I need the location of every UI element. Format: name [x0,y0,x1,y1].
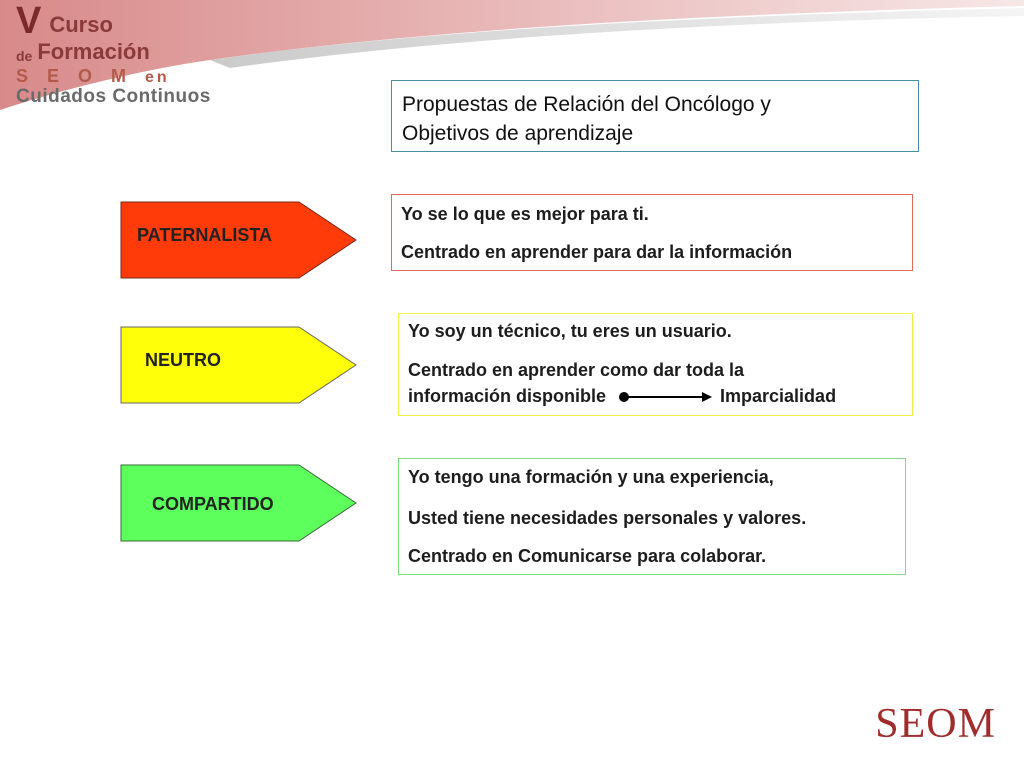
desc-line: Usted tiene necesidades personales y valores. [408,508,807,528]
label-compartido: COMPARTIDO [152,494,274,514]
slide-title-line2: Objetivos de aprendizaje [402,122,634,145]
label-paternalista: PATERNALISTA [137,225,272,245]
brand-de: de [16,48,33,64]
bullet-arrow-icon [618,390,714,404]
desc-box-neutro [398,313,913,416]
desc-box-compartido [398,458,906,575]
desc-box-paternalista [391,194,913,271]
desc-line-part: Imparcialidad [720,386,837,406]
desc-line: Centrado en aprender para dar la información [401,242,793,262]
brand-seom: S E O M [16,66,134,86]
brand-v: V [16,0,42,42]
seom-logo: SEOM [875,701,996,747]
desc-line-part: información disponible [408,386,607,406]
desc-line: Yo se lo que es mejor para ti. [401,204,649,224]
desc-line: Yo soy un técnico, tu eres un usuario. [408,321,732,341]
label-neutro: NEUTRO [145,350,221,370]
desc-line: Centrado en aprender como dar toda la [408,360,745,380]
desc-line: Centrado en Comunicarse para colaborar. [408,546,767,566]
desc-line [408,386,836,407]
brand-cuidados: Cuidados Continuos [16,86,211,107]
brand-formacion: Formación [37,39,150,64]
slide-title-line1: Propuestas de Relación del Oncólogo y [402,93,771,116]
brand-curso: Curso [49,12,113,37]
brand-en: en [145,69,170,86]
desc-line: Yo tengo una formación y una experiencia, [408,467,774,487]
